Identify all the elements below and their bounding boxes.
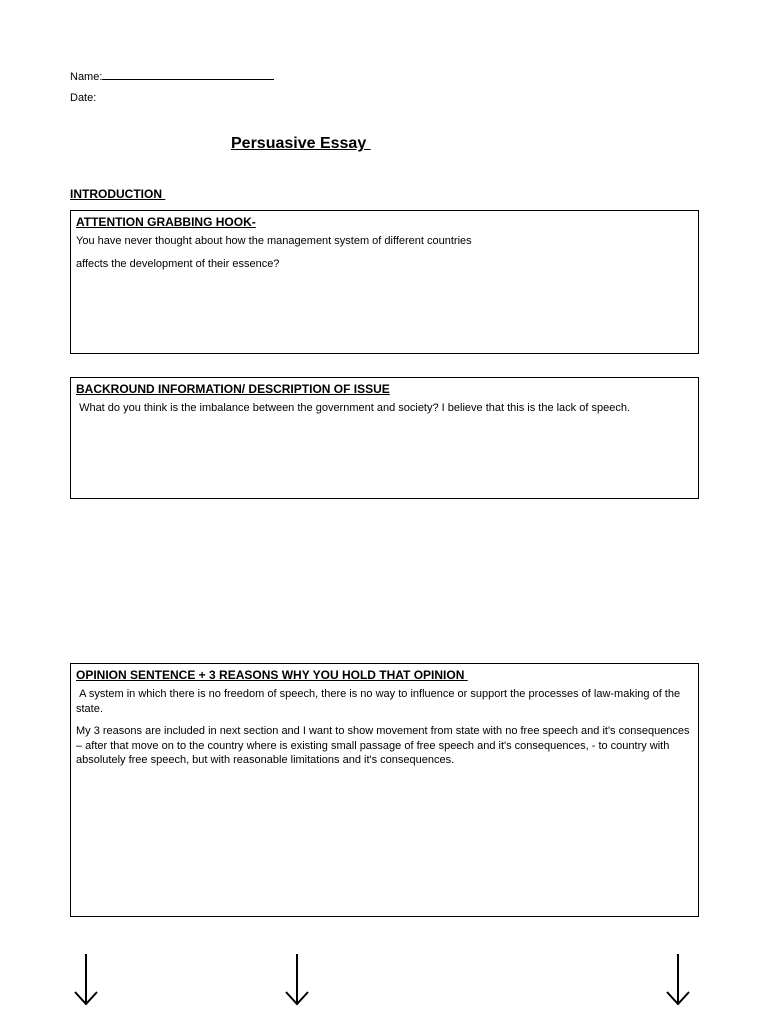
- box-paragraph: You have never thought about how the management system of different countries: [76, 235, 472, 247]
- box-paragraph: A system in which there is no freedom of speech, there is no way to influence or support the processes of law-making of the state.: [76, 688, 684, 715]
- box-title: OPINION SENTENCE + 3 REASONS WHY YOU HOLD THAT OPINION: [76, 668, 468, 682]
- box-title: ATTENTION GRABBING HOOK-: [76, 215, 256, 229]
- arrow-down-icon: [71, 952, 101, 1008]
- box-paragraph: affects the development of their essence?: [76, 257, 280, 270]
- section-heading-introduction: INTRODUCTION: [70, 187, 166, 201]
- box-title: BACKROUND INFORMATION/ DESCRIPTION OF ISSUE: [76, 382, 390, 396]
- box-paragraph: What do you think is the imbalance between the government and society? I believe that this is the lack of speech.: [76, 402, 630, 414]
- name-label: Name:: [70, 71, 103, 83]
- date-label: Date:: [70, 92, 97, 104]
- page-title: Persuasive Essay: [231, 135, 371, 152]
- name-field: [70, 68, 274, 84]
- box-paragraph: My 3 reasons are included in next section and I want to show movement from state with no free speech and it's consequences – after that move on to the country where is existing small passage of free speech and it's consequences, - to country with absolutely free speech, but with reasonable limitations and it's consequences.: [76, 725, 693, 766]
- name-blank-line[interactable]: [102, 68, 274, 80]
- arrow-down-icon: [282, 952, 312, 1008]
- background-information-box[interactable]: [70, 377, 699, 499]
- arrow-down-icon: [663, 952, 693, 1008]
- opinion-sentence-box[interactable]: [70, 663, 699, 917]
- attention-hook-box[interactable]: [70, 210, 699, 354]
